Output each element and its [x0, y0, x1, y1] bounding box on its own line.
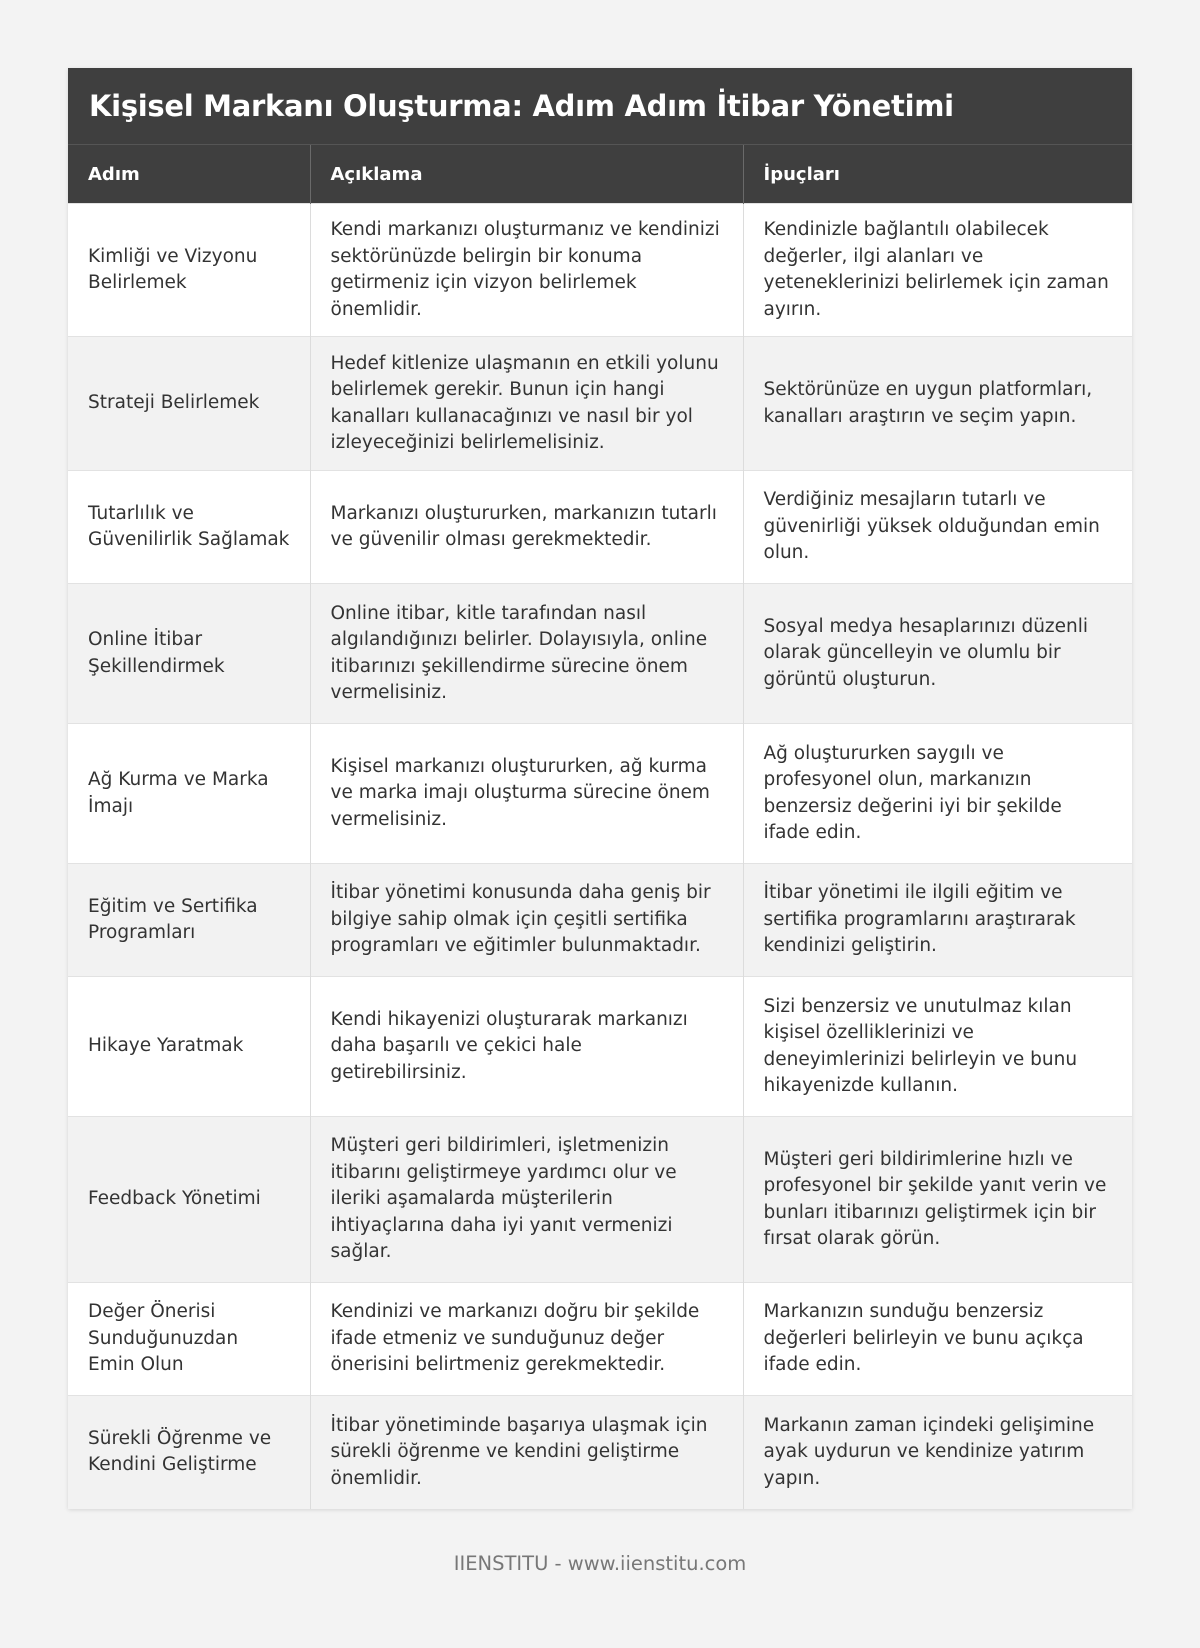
- tips-cell: Markanın zaman içindeki gelişimine ayak uydurun ve kendinize yatırım yapın.: [743, 1396, 1132, 1509]
- column-header-tips: İpuçları: [743, 145, 1132, 204]
- description-cell: Kendinizi ve markanızı doğru bir şekilde ifade etmeniz ve sunduğunuz değer önerisini belirtmeniz gerekmektedir.: [310, 1283, 743, 1396]
- step-cell: Ağ Kurma ve Marka İmajı: [68, 724, 310, 864]
- tips-cell: Sosyal medya hesaplarınızı düzenli olarak güncelleyin ve olumlu bir görüntü oluşturun.: [743, 584, 1132, 724]
- table-row: [68, 584, 1132, 724]
- title-bar: [68, 68, 1132, 145]
- tips-cell: Sizi benzersiz ve unutulmaz kılan kişisel özelliklerinizi ve deneyimlerinizi belirleyin ve bunu hikayenizde kullanın.: [743, 977, 1132, 1117]
- description-cell: Hedef kitlenize ulaşmanın en etkili yolunu belirlemek gerekir. Bunun için hangi kanalları kullanacağınızı ve nasıl bir yol izleyeceğinizi belirlemelisiniz.: [310, 337, 743, 471]
- table-row: [68, 471, 1132, 584]
- description-cell: İtibar yönetiminde başarıya ulaşmak için sürekli öğrenme ve kendini geliştirme önemlidir.: [310, 1396, 743, 1509]
- step-cell: Tutarlılık ve Güvenilirlik Sağlamak: [68, 471, 310, 584]
- tips-cell: Kendinizle bağlantılı olabilecek değerler, ilgi alanları ve yeteneklerinizi belirlemek için zaman ayırın.: [743, 204, 1132, 337]
- footer-credit: IIENSTITU - www.iienstitu.com: [453, 1552, 747, 1575]
- tips-cell: Müşteri geri bildirimlerine hızlı ve profesyonel bir şekilde yanıt verin ve bunları itibarınızı geliştirmek için bir fırsat olarak görün.: [743, 1117, 1132, 1283]
- tips-cell: İtibar yönetimi ile ilgili eğitim ve sertifika programlarını araştırarak kendinizi geliştirin.: [743, 864, 1132, 977]
- table-row: [68, 977, 1132, 1117]
- table-row: [68, 1396, 1132, 1509]
- tips-cell: Markanızın sunduğu benzersiz değerleri belirleyin ve bunu açıkça ifade edin.: [743, 1283, 1132, 1396]
- step-cell: Eğitim ve Sertifika Programları: [68, 864, 310, 977]
- description-cell: Online itibar, kitle tarafından nasıl algılandığınızı belirler. Dolayısıyla, online itibarınızı şekillendirme sürecine önem vermelisiniz.: [310, 584, 743, 724]
- table-row: [68, 1117, 1132, 1283]
- table-row: [68, 337, 1132, 471]
- description-cell: Kişisel markanızı oluştururken, ağ kurma ve marka imajı oluşturma sürecine önem vermelisiniz.: [310, 724, 743, 864]
- step-cell: Feedback Yönetimi: [68, 1117, 310, 1283]
- tips-cell: Ağ oluştururken saygılı ve profesyonel olun, markanızın benzersiz değerini iyi bir şekilde ifade edin.: [743, 724, 1132, 864]
- table-row: [68, 724, 1132, 864]
- table-row: [68, 204, 1132, 337]
- page-title: Kişisel Markanı Oluşturma: Adım Adım İtibar Yönetimi: [89, 89, 954, 123]
- description-cell: İtibar yönetimi konusunda daha geniş bir bilgiye sahip olmak için çeşitli sertifika programları ve eğitimler bulunmaktadır.: [310, 864, 743, 977]
- table-row: [68, 864, 1132, 977]
- description-cell: Markanızı oluştururken, markanızın tutarlı ve güvenilir olması gerekmektedir.: [310, 471, 743, 584]
- step-cell: Değer Önerisi Sunduğunuzdan Emin Olun: [68, 1283, 310, 1396]
- content-card: [68, 68, 1132, 1509]
- step-cell: Sürekli Öğrenme ve Kendini Geliştirme: [68, 1396, 310, 1509]
- table-row: [68, 1283, 1132, 1396]
- description-cell: Müşteri geri bildirimleri, işletmenizin itibarını geliştirmeye yardımcı olur ve ileriki aşamalarda müşterilerin ihtiyaçlarına daha iyi yanıt vermenizi sağlar.: [310, 1117, 743, 1283]
- description-cell: Kendi hikayenizi oluşturarak markanızı daha başarılı ve çekici hale getirebilirsiniz.: [310, 977, 743, 1117]
- tips-cell: Sektörünüze en uygun platformları, kanalları araştırın ve seçim yapın.: [743, 337, 1132, 471]
- step-cell: Online İtibar Şekillendirmek: [68, 584, 310, 724]
- step-cell: Kimliği ve Vizyonu Belirlemek: [68, 204, 310, 337]
- steps-table: [68, 145, 1132, 1509]
- step-cell: Strateji Belirlemek: [68, 337, 310, 471]
- column-header-description: Açıklama: [310, 145, 743, 204]
- description-cell: Kendi markanızı oluşturmanız ve kendinizi sektörünüzde belirgin bir konuma getirmeniz için vizyon belirlemek önemlidir.: [310, 204, 743, 337]
- tips-cell: Verdiğiniz mesajların tutarlı ve güvenirliği yüksek olduğundan emin olun.: [743, 471, 1132, 584]
- step-cell: Hikaye Yaratmak: [68, 977, 310, 1117]
- column-header-step: Adım: [68, 145, 310, 204]
- table-header-row: [68, 145, 1132, 204]
